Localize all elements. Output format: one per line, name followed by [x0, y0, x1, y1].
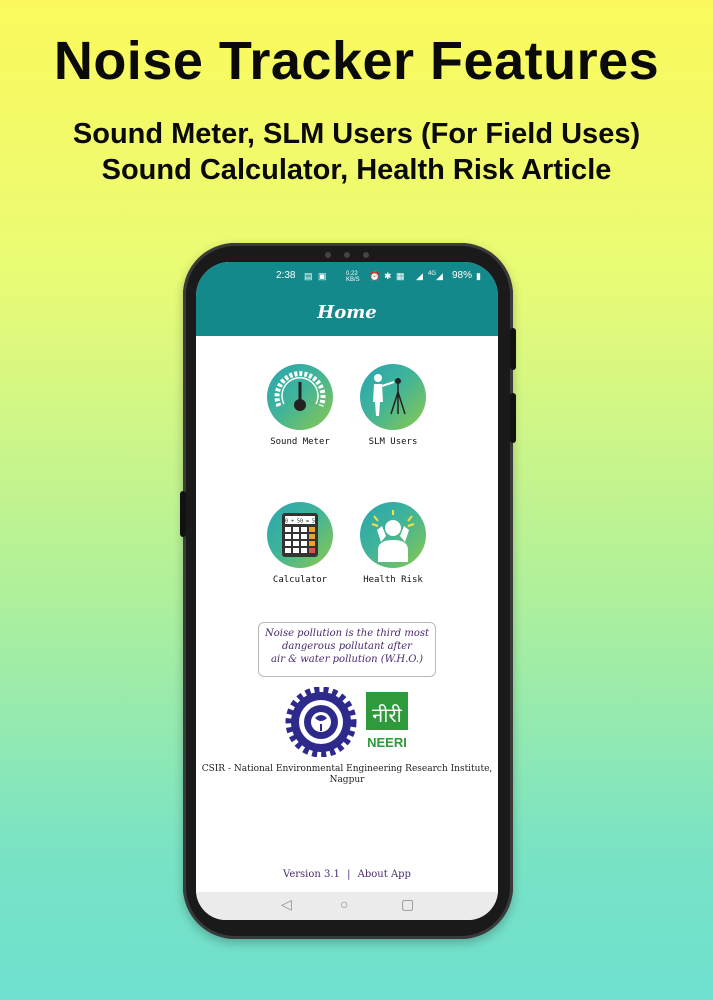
gauge-icon — [267, 364, 333, 430]
volume-up-button — [510, 328, 516, 370]
net-speed: 0.22 KB/S — [346, 271, 360, 283]
menu-label: Sound Meter — [270, 437, 330, 447]
battery-level: 98% — [452, 270, 473, 281]
recents-icon[interactable]: ▢ — [401, 896, 415, 912]
alarm-icon: ⏰ — [369, 271, 381, 281]
menu-tile-health-risk[interactable] — [338, 502, 448, 585]
home-icon[interactable]: ○ — [340, 896, 349, 912]
bluetooth-icon: ✱ — [384, 271, 392, 281]
signal-icon: ◢ — [436, 271, 443, 281]
version-label: Version 3.1 — [283, 869, 340, 880]
menu-label: SLM Users — [368, 437, 418, 447]
calculator-icon — [267, 502, 333, 568]
logos — [196, 687, 498, 757]
footer-separator: | — [347, 869, 351, 880]
svg-text:NEERI: NEERI — [367, 735, 407, 750]
assistant-button — [180, 491, 186, 537]
quote-line: dangerous pollutant after — [282, 641, 412, 652]
battery-icon: ▮ — [476, 271, 481, 281]
system-nav-bar — [196, 892, 498, 920]
network-type: 4G — [428, 271, 437, 277]
speaker-dot — [325, 252, 331, 258]
status-time: 2:38 — [276, 270, 296, 281]
quote-box — [258, 622, 436, 677]
menu-tile-slm-users[interactable] — [338, 364, 448, 447]
power-button — [510, 393, 516, 443]
signal-icon: ◢ — [416, 271, 423, 281]
neeri-logo — [366, 692, 408, 752]
about-app-link[interactable]: About App — [357, 869, 411, 880]
ear-pain-icon — [360, 502, 426, 568]
phone-screen — [196, 262, 498, 920]
image-icon: ▣ — [318, 271, 327, 281]
promo-subtitle-line2: Sound Calculator, Health Risk Article — [101, 154, 612, 186]
sound-level-meter-icon — [360, 364, 426, 430]
back-icon[interactable]: ◁ — [281, 896, 292, 912]
message-icon: ▤ — [304, 271, 313, 281]
footer — [196, 869, 498, 880]
institute-line: CSIR - National Environmental Engineering Research Institute, — [201, 764, 493, 774]
volte-icon: ▦ — [396, 271, 405, 281]
menu-label: Calculator — [272, 575, 328, 585]
page-title: Home — [317, 302, 377, 323]
svg-text:नीरी: नीरी — [372, 703, 402, 727]
promo-title: Noise Tracker Features — [53, 31, 660, 91]
institute-line: Nagpur — [329, 775, 365, 785]
status-bar — [196, 270, 498, 284]
app-bar — [196, 262, 498, 336]
csir-logo — [196, 687, 498, 757]
menu-label: Health Risk — [363, 575, 423, 585]
speaker-dot — [363, 252, 369, 258]
speaker-dot — [344, 252, 350, 258]
promo-subtitle-line1: Sound Meter, SLM Users (For Field Uses) — [72, 118, 641, 150]
quote-line: air & water pollution (W.H.O.) — [271, 654, 423, 665]
institute-name — [196, 764, 498, 786]
svg-text:50 + 50 = 53: 50 + 50 = 53 — [281, 518, 319, 525]
quote-line: Noise pollution is the third most — [264, 628, 430, 639]
